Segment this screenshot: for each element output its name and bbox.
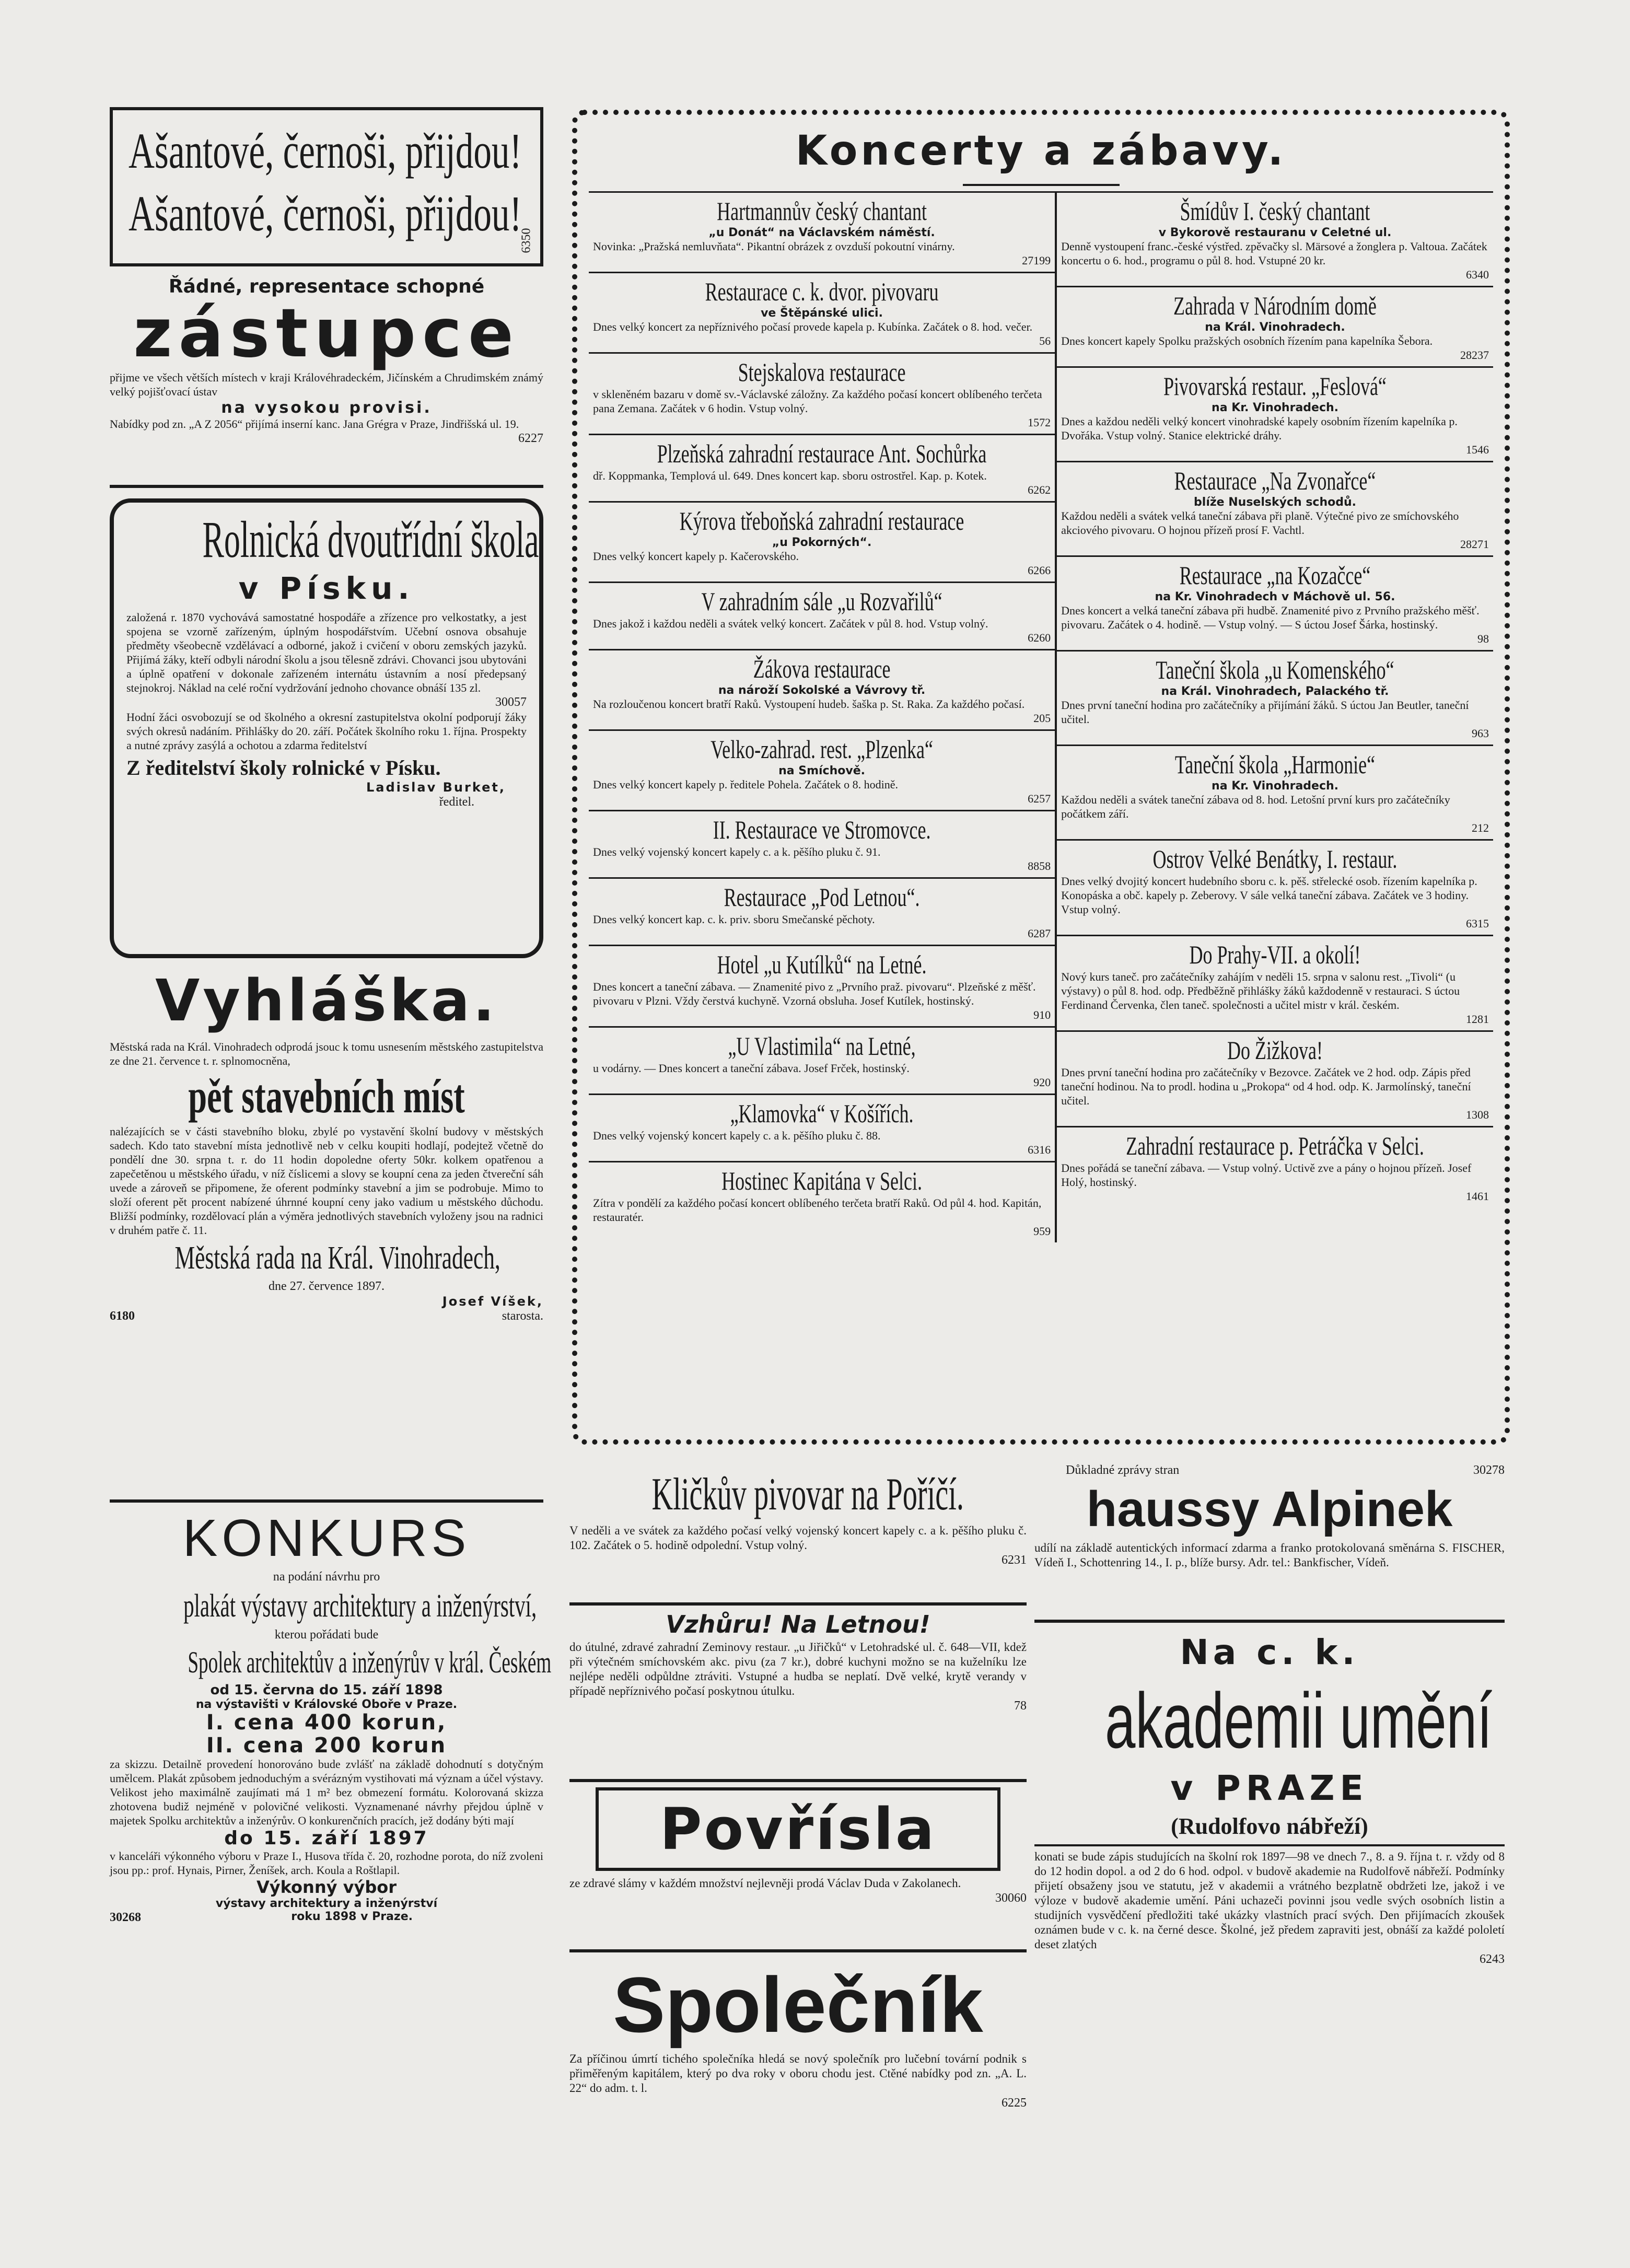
koncerty-left-column	[589, 193, 1057, 1242]
concert-entry-text: Dnes velký koncert kap. c. k. priv. sboru Smečanské pěchoty.	[593, 913, 875, 926]
concert-entry	[1057, 368, 1493, 462]
concert-entry-number: 1308	[1466, 1108, 1489, 1121]
spolecnik-body: Za příčinou úmrtí tichého společníka hledá se nový společník pro lučební tovární podnik s přiměřeným kapitálem, který po dva roky v oboru chodu jest. Ctěné nabídky pod zn. „A. L. 22“ do adm. t. l.	[569, 2052, 1027, 2095]
concert-entry	[589, 731, 1055, 811]
vzhuru-body: do útulné, zdravé zahradní Zeminovy restaur. „u Jiřičků“ v Letohradské ul. č. 648—VII, kdež při výtečném smíchovském akc. pivu (za 7 kr.), dobré kuchyni možno se na kuželníku lze nejlépe neděli odpůldne ztráviti. Vstupné a hudba se neplatí. Dvě velké, krytě verandy v případě nepříznivého počasí poskytnou útulku.	[569, 1641, 1027, 1697]
concert-entry-heading: Zahrada v Národním domě	[1173, 291, 1377, 320]
concert-entry-text: Novinka: „Pražská nemluvňata“. Pikantní obrázek z ovzduší pokoutní vinárny.	[593, 240, 955, 253]
haussy-pre: Důkladné zprávy stran	[1066, 1463, 1180, 1477]
concert-entry-number: 28237	[1460, 348, 1489, 362]
konkurs-vybor-3: roku 1898 v Praze.	[291, 1910, 413, 1923]
concert-entry-number: 6266	[1028, 564, 1051, 577]
concert-entry-number: 98	[1477, 632, 1489, 645]
concert-entry-heading: Taneční škola „Harmonie“	[1174, 750, 1376, 779]
concert-entry-subtitle: blíže Nuselských schodů.	[1194, 496, 1357, 509]
concert-entry	[589, 503, 1055, 583]
konkurs-body: za skizzu. Detailně provedení honorováno bude zvlášť na základě dohodnutí s dotyčným umělcem. Plakát způsobem jednoduchým a svérázným vystihovati má význam a účel výstavy. Velikost jeho maximálně zaujímati má 1 m² bez obmezení formátu. Kolorovaná skizza zhotovena budiž nejméně v polovičné velikosti. Vyznamenané návrhy přejdou úplně v majetek Spolku architektův a inženýrův. O konkurenčních pracích, jež dodány býti mají	[110, 1758, 543, 1827]
concert-entry-subtitle: na Smíchově.	[778, 764, 865, 777]
konkurs-vybor-2: výstavy architektury a inženýrství	[215, 1897, 438, 1910]
concert-entry-heading: Do Žižkova!	[1227, 1036, 1323, 1065]
concert-entry-text: Dnes koncert kapely Spolku pražských osobních řízením pana kapelníka Šebora.	[1061, 334, 1433, 347]
concert-entry-heading: Zahradní restaurace p. Petráčka v Selci.	[1126, 1131, 1424, 1160]
haussy-top	[1034, 1463, 1505, 1478]
skola-body-2: Hodní žáci osvobozují se od školného a okresní zastupitelstva okolní podporují žáky svých okresů nadáním. Přihlášky do 20. září. Počátek školního roku 1. října. Prospekty a nutné zprávy zasýlá a ochotou a zdarma ředitelství	[126, 711, 527, 752]
concert-entry	[589, 1162, 1055, 1242]
zastupce-body: přijme ve všech větších místech v kraji Královéhradeckém, Jičínském a Chrudimském známý velký pojišťovací ústav	[110, 371, 543, 398]
concert-entry	[589, 946, 1055, 1028]
concert-entry-text: u vodárny. — Dnes koncert a taneční zábava. Josef Frček, hostinský.	[593, 1062, 910, 1075]
koncerty-divider	[963, 184, 1120, 186]
vyhlaska-sign: Městská rada na Král. Vinohradech,	[174, 1240, 500, 1276]
concert-entry-text: Na rozloučenou koncert bratří Raků. Vystoupení hudeb. šaška p. St. Raka. Za každého počasí.	[593, 697, 1025, 711]
concert-entry-number: 963	[1472, 727, 1489, 740]
zastupce-big: zástupce	[133, 295, 520, 373]
concert-entry	[1057, 936, 1493, 1032]
concert-entry-text: Každou neděli a svátek velká taneční zábava při planě. Výtečné pivo ze smíchovského akciového pivovaru. O hojnou přízeň prosí F. Vachtl.	[1061, 509, 1459, 537]
koncerty-right-column	[1057, 193, 1493, 1242]
zastupce-heading: Řádné, representace schopné	[168, 276, 485, 297]
akademie-title: akademii umění	[1105, 1677, 1493, 1764]
ashanti-number: 6350	[519, 228, 533, 253]
concert-entry	[589, 650, 1055, 731]
akademie-place: (Rudolfovo nábřeží)	[1171, 1813, 1368, 1839]
konkurs-footer	[110, 1910, 543, 1925]
concert-entry-number: 6262	[1028, 483, 1051, 496]
concert-entry-text: Dnes koncert a velká taneční zábava při hudbě. Znamenité pivo z Prvního pražského měšť. pivovaru. Začátek o 4. hodině. — Vstup volný. — S úctou Josef Šárka, hostinský.	[1061, 604, 1480, 631]
left-column	[110, 107, 552, 2092]
konkurs-line-4: Spolek architektův a inženýrův v král. Českém	[188, 1645, 552, 1679]
vyhlaska-date: dne 27. července 1897.	[269, 1280, 385, 1293]
concert-entry-number: 27199	[1022, 254, 1051, 267]
konkurs-deadline: do 15. září 1897	[224, 1828, 429, 1849]
concert-entry-heading: „U Vlastimila“ na Letné,	[728, 1031, 916, 1061]
vyhlaska-body: nalézajících se v části stavebního bloku, zbylé po vystavění školní budovy v městských sadech. Kdo tato stavební místa jednotlivě neb v celku koupiti hodlají, podejtež včetně do pondělí dne 30. srpna t. r. do 11 hodin dopoledne oferty 50kr. kolkem opatřenou a zapečetěnou u městského úřadu, v níž číslicemi a slovy se koupní cena za jeden čtvereční sáh uvede a zároveň se připomene, že oferent podmínky stavební a jim se podrobuje. Mimo to složí oferent pět procent nabízené úhrnné koupní ceny jako vadium u městského důchodu. Bližší podmínky, rozdělovací plán a výměra jednotlivých stavebních vyloženy jsou na radnici v druhém patře č. 11.	[110, 1125, 543, 1237]
konkurs-body-2: v kanceláři výkonného výboru v Praze I., Husova třída č. 20, rozhodne porota, do níž zvoleni jsou pp.: prof. Hynais, Pirner, Ženíšek, arch. Koula a Roštlapil.	[110, 1850, 543, 1877]
concert-entry-subtitle: na nároží Sokolské a Vávrovy tř.	[718, 684, 926, 697]
concert-entry-heading: Kýrova třeboňská zahradní restaurace	[679, 506, 964, 536]
concert-entry-number: 1281	[1466, 1013, 1489, 1026]
koncerty-title: Koncerty a zábavy.	[795, 127, 1287, 175]
concert-entry-text: Dnes velký dvojitý koncert hudebního sboru c. k. pěš. střelecké osob. řízením kapelníka p. Konopáska a obč. kapely p. Zeberovy. V sále velká taneční zábava. Začátek ve 3 hodiny. Vstup volný.	[1061, 875, 1477, 916]
concert-entry-number: 205	[1033, 712, 1051, 725]
concert-entry-text: Dnes velký koncert kapely p. ředitele Pohela. Začátek o 8. hodině.	[593, 778, 899, 791]
ashanti-line-1: Ašantové, černoši, přijdou!	[129, 123, 522, 179]
konkurs-line-3: kterou pořádati bude	[274, 1628, 379, 1642]
concert-entry-heading: Do Prahy-VII. a okolí!	[1189, 940, 1361, 969]
konkurs-prize-1: I. cena 400 korun,	[206, 1711, 447, 1735]
concert-entry-subtitle: v Bykorově restauranu v Celetné ul.	[1158, 226, 1392, 239]
concert-entry	[589, 435, 1055, 503]
concert-entry-text: Každou neděli a svátek taneční zábava od 8. hod. Letošní první kurs pro začátečníky počátkem září.	[1061, 793, 1450, 820]
concert-entry-heading: Pivovarská restaur. „Feslová“	[1163, 371, 1387, 401]
concert-entry-text: Dnes první taneční hodina pro začátečníky v Bezovce. Začátek ve 2 hod. odp. Zápis před taneční hodinou. Na to prodl. hodina u „Prokopa“ od 4 hod. odp. K. Jarmolínský, taneční učitel.	[1061, 1066, 1471, 1107]
concert-entry-number: 959	[1033, 1225, 1051, 1238]
akademie-ad	[1034, 1623, 1505, 2128]
koncerty-box	[572, 110, 1510, 1445]
akademie-number: 6243	[1480, 1952, 1505, 1966]
concert-entry	[1057, 841, 1493, 936]
concert-entry-text: Nový kurs taneč. pro začátečníky zahájím v neděli 15. srpna v salonu rest. „Tivoli“ (u výstavy) o půl 8. hod. odp. Předběžně přihlášky žáků každodenně v restauraci. S úctou Ferdinand Červenka, člen taneč. společnosti a učitel mistr v král. českém.	[1061, 970, 1460, 1011]
concert-entry-heading: Restaurace „Pod Letnou“.	[724, 882, 920, 912]
haussy-number: 30278	[1473, 1463, 1505, 1477]
vyhlaska-ad	[110, 958, 543, 1503]
concert-entry-heading: Hartmannův český chantant	[717, 196, 927, 226]
concert-entry-text: Zítra v pondělí za každého počasí koncert oblíbeného terčeta bratří Raků. Od půl 4. hod. Kapitán, restauratér.	[593, 1196, 1042, 1224]
konkurs-ad	[110, 1503, 552, 2092]
concert-entry-heading: „Klamovka“ v Košířích.	[730, 1099, 914, 1128]
haussy-body: udílí na základě autentických informací zdarma a franko protokolovaná směnárna S. FISCHER, Vídeň I., Schottenring 14., I. p., blíže bursy. Adr. tel.: Bankfischer, Vídeň.	[1034, 1541, 1505, 1569]
concert-entry	[1057, 193, 1493, 287]
concert-entry-text: Dnes velký vojenský koncert kapely c. a k. pěšího pluku č. 91.	[593, 845, 881, 858]
povrisla-title-box	[596, 1787, 1000, 1871]
concert-entry-text: Dnes koncert a taneční zábava. — Znamenité pivo z „Prvního praž. pivovaru“. Plzeňské z měšť. pivovaru v Plzni. Vždy čerstvá kuchyně. Vzorná obsluha. Josef Kutílek, hostinský.	[593, 980, 1036, 1007]
concert-entry-text: Dnes a každou neděli velký koncert vinohradské kapely osobním řízením kapelníka p. Dvořáka. Vstup volný. Stanice elektrické dráhy.	[1061, 415, 1458, 442]
spolecnik-ad	[569, 1952, 1027, 2167]
concert-entry-heading: Hotel „u Kutílků“ na Letné.	[717, 950, 927, 979]
concert-entry-text: dř. Koppmanka, Templová ul. 649. Dnes koncert kap. sboru ostrostřel. Kap. p. Kotek.	[593, 469, 987, 482]
haussy-title: haussy Alpinek	[1086, 1481, 1453, 1537]
concert-entry-number: 1461	[1466, 1190, 1489, 1203]
concert-entry-heading: Velko-zahrad. rest. „Plzenka“	[711, 735, 933, 764]
concert-entry-text: Dnes první taneční hodina pro začátečníky a přijímání žáků. S úctou Jan Beutler, taneční učitel.	[1061, 699, 1469, 726]
concert-entry-heading: Žákova restaurace	[753, 654, 891, 683]
concert-entry-number: 56	[1039, 334, 1051, 347]
concert-entry-heading: V zahradním sále „u Rozvařilů“	[701, 587, 942, 616]
concert-entry-number: 910	[1033, 1008, 1051, 1021]
concert-entry-text: Dnes velký vojenský koncert kapely c. a k. pěšího pluku č. 88.	[593, 1129, 881, 1142]
ashanti-ad	[110, 107, 543, 266]
vyhlaska-name: Josef Víšek,	[442, 1294, 543, 1309]
vyhlaska-role: starosta.	[502, 1309, 543, 1323]
concert-entry-number: 6316	[1028, 1143, 1051, 1156]
concert-entry-subtitle: ve Štěpánské ulici.	[761, 307, 883, 320]
akademie-city: v PRAZE	[1170, 1768, 1369, 1808]
concert-entry-text: Denně vystoupení franc.-české výstřed. zpěvačky sl. Märsové a žonglera p. Valtoua. Začátek koncertu o 6. hod., programu o půl 8. hod. Vstupné 20 kr.	[1061, 240, 1487, 267]
skola-ad	[110, 498, 543, 958]
skola-subtitle: v Písku.	[238, 571, 415, 606]
concert-entry-number: 1572	[1028, 416, 1051, 429]
concert-entry-subtitle: na Kr. Vinohradech.	[1212, 780, 1339, 793]
concert-entry	[1057, 1127, 1493, 1207]
konkurs-vybor: Výkonný výbor	[257, 1877, 397, 1897]
konkurs-line-2: plakát výstavy architektury a inženýrství,	[183, 1588, 537, 1624]
concert-entry-text: Dnes pořádá se taneční zábava. — Vstup volný. Uctivě zve a pány o hojnou přízeň. Josef Holý, hostinský.	[1061, 1161, 1472, 1189]
vyhlaska-intro: Městská rada na Král. Vinohradech odprodá jsouc k tomu usnesením městského zastupitelstva ze dne 21. července t. r. splnomocněna,	[110, 1040, 543, 1067]
concert-entry-number: 920	[1033, 1076, 1051, 1089]
haussy-ad	[1034, 1463, 1505, 1623]
vyhlaska-title: Vyhláška.	[155, 967, 498, 1034]
concert-entry-text: Dnes jakož i každou neděli a svátek velký koncert. Začátek v půl 8. hod. Vstup volný.	[593, 617, 988, 630]
klickuv-ad	[569, 1463, 1027, 1606]
zastupce-bold: na vysokou provisi.	[221, 399, 432, 417]
concert-entry-text: Dnes velký koncert za nepříznivého počasí provede kapela p. Kubínka. Začátek o 8. hod. večer.	[593, 320, 1033, 333]
vyhlaska-footer	[110, 1294, 543, 1324]
concert-entry-subtitle: na Král. Vinohradech, Palackého tř.	[1161, 685, 1389, 698]
konkurs-line-1: na podání návrhu pro	[273, 1570, 380, 1584]
vyhlaska-number: 6180	[110, 1309, 135, 1323]
concert-entry	[589, 354, 1055, 435]
vyhlaska-signer	[443, 1294, 543, 1324]
middle-lower-column	[569, 1463, 1027, 2167]
concert-entry-subtitle: „u Pokorných“.	[772, 536, 872, 549]
concert-entry-heading: Šmídův I. český chantant	[1180, 196, 1370, 226]
povrisla-title: Povřísla	[659, 1796, 937, 1863]
klickuv-title: Kličkův pivovar na Poříčí.	[651, 1469, 964, 1520]
vzhuru-number: 78	[1014, 1699, 1027, 1713]
concert-entry	[1057, 746, 1493, 841]
vzhuru-ad	[569, 1606, 1027, 1782]
concert-entry	[1057, 1032, 1493, 1127]
vzhuru-title: Vzhůru! Na Letnou!	[666, 1610, 930, 1638]
spolecnik-number: 6225	[1002, 2096, 1027, 2110]
concert-entry-heading: Restaurace c. k. dvor. pivovaru	[705, 277, 939, 306]
skola-name: Ladislav Burket,	[366, 780, 506, 795]
konkurs-line-5: od 15. června do 15. září 1898	[210, 1682, 443, 1698]
concert-entry-number: 6257	[1028, 792, 1051, 805]
concert-entry	[589, 1028, 1055, 1095]
concert-entry-number: 6340	[1466, 268, 1489, 281]
concert-entry	[1057, 287, 1493, 368]
concert-entry-heading: Ostrov Velké Benátky, I. restaur.	[1152, 844, 1398, 874]
akademie-pre: Na c. k.	[1180, 1632, 1359, 1672]
spolecnik-title: Společník	[613, 1961, 983, 2049]
concert-entry	[1057, 462, 1493, 557]
skola-number: 30057	[495, 695, 527, 709]
concert-entry-subtitle: „u Donát“ na Václavském náměstí.	[708, 226, 935, 239]
koncerty-columns	[589, 191, 1493, 1242]
concert-entry-number: 6315	[1466, 917, 1489, 930]
concert-entry-heading: Hostinec Kapitána v Selci.	[721, 1166, 922, 1195]
concert-entry	[589, 1095, 1055, 1162]
concert-entry-heading: Restaurace „na Kozačce“	[1179, 561, 1371, 590]
povrisla-number: 30060	[995, 1891, 1027, 1905]
zastupce-offers: Nabídky pod zn. „A Z 2056“ přijímá inserní kanc. Jana Grégra v Praze, Jindřišská ul. 19.	[110, 417, 519, 431]
concert-entry	[589, 193, 1055, 273]
akademie-body: konati se bude zápis studujících na školní rok 1897—98 ve dnech 7., 8. a 9. října t. r. vždy od 8 do 12 hodin dopol. a od 2 do 6 hod. odpol. v budově akademie na Rudolfově nábřeží. Podmínky přijetí obsaženy jsou ve statutu, jež v akademii a vrátného bezplatně obdržeti lze, jakož i ve výloze v budově akademie umění. Páni uchazeči povinni jsou vedle svých osobních listin a studijních vysvědčení předložiti také ukázky vlastních prací svých. Den přijímacích zkoušek oznámen bude v c. k. na černé desce. Školné, jež předem zapraviti jest, obnáší za každé pololetí deset zlatých	[1034, 1850, 1505, 1951]
zastupce-ad	[110, 266, 543, 488]
concert-entry-number: 6260	[1028, 631, 1051, 644]
klickuv-body: V neděli a ve svátek za každého počasí velký vojenský koncert kapely c. a k. pěšího pluku č. 102. Začátek o 5. hodině odpolední. Vstup volný.	[569, 1524, 1027, 1552]
skola-role: ředitel.	[439, 795, 474, 809]
ashanti-line-2: Ašantové, černoši, přijdou!	[129, 185, 522, 241]
concert-entry-subtitle: na Kr. Vinohradech v Máchově ul. 56.	[1155, 590, 1395, 603]
konkurs-number: 30268	[110, 1911, 141, 1924]
concert-entry-subtitle: na Kr. Vinohradech.	[1212, 401, 1339, 414]
concert-entry	[589, 273, 1055, 354]
povrisla-body: ze zdravé slámy v každém množství nejlevněji prodá Václav Duda v Zakolanech.	[569, 1877, 961, 1890]
concert-entry-number: 212	[1472, 821, 1489, 834]
concert-entry-text: Dnes velký koncert kapely p. Kačerovského.	[593, 550, 799, 563]
skola-body: založená r. 1870 vychovává samostatné hospodáře a zřízence pro velkostatky, a jest spojena se vzorně zařízeným, úplným hospodářstvím. Učební osnova obsahuje předměty všeobecně vzdělávací a odborné, jakož i cvičení v oboru zemských jazyků. Přijímá žáky, kteří odbyli národní školu a jsou tělesně zdrávi. Chovanci jsou ubytováni a úplně opatření v dokonale zařízeném internátu ústavním a nosí předepsaný stejnokroj. Náklad na celé roční vydržování jednoho chovance obnáší 135 zl.	[126, 611, 527, 694]
right-lower-column	[1034, 1463, 1505, 2128]
konkurs-prize-2: II. cena 200 korun	[206, 1734, 447, 1758]
klickuv-number: 6231	[1002, 1553, 1027, 1567]
povrisla-ad	[569, 1782, 1027, 1952]
concert-entry-number: 28271	[1460, 538, 1489, 551]
concert-entry-number: 6287	[1028, 927, 1051, 940]
concert-entry-heading: II. Restaurace ve Stromovce.	[713, 815, 931, 844]
zastupce-number: 6227	[518, 432, 543, 445]
skola-sign: Z ředitelství školy rolnické v Písku.	[126, 756, 441, 780]
concert-entry-number: 1546	[1466, 443, 1489, 456]
concert-entry-heading: Taneční škola „u Komenského“	[1156, 655, 1394, 684]
concert-entry-heading: Stejskalova restaurace	[738, 357, 906, 387]
concert-entry	[589, 811, 1055, 879]
skola-title: Rolnická dvoutřídní škola	[202, 510, 539, 568]
akademie-divider	[1034, 1844, 1505, 1846]
konkurs-title: KONKURS	[182, 1509, 471, 1567]
concert-entry	[1057, 652, 1493, 746]
concert-entry	[1057, 557, 1493, 652]
concert-entry-number: 8858	[1028, 859, 1051, 873]
concert-entry-heading: Plzeňská zahradní restaurace Ant. Sochůrka	[657, 439, 987, 468]
concert-entry-subtitle: na Král. Vinohradech.	[1205, 321, 1345, 334]
concert-entry-heading: Restaurace „Na Zvonařce“	[1174, 466, 1376, 495]
concert-entry	[589, 879, 1055, 946]
vyhlaska-big: pět stavebních míst	[188, 1069, 465, 1123]
concert-entry	[589, 583, 1055, 650]
concert-entry-text: v skleněném bazaru v domě sv.-Václavské záložny. Za každého počasí koncert oblíbeného terčeta pana Zemana. Začátek v 6 hodin. Vstup volný.	[593, 388, 1042, 415]
konkurs-line-6: na výstavišti v Královské Oboře v Praze.	[195, 1698, 458, 1711]
